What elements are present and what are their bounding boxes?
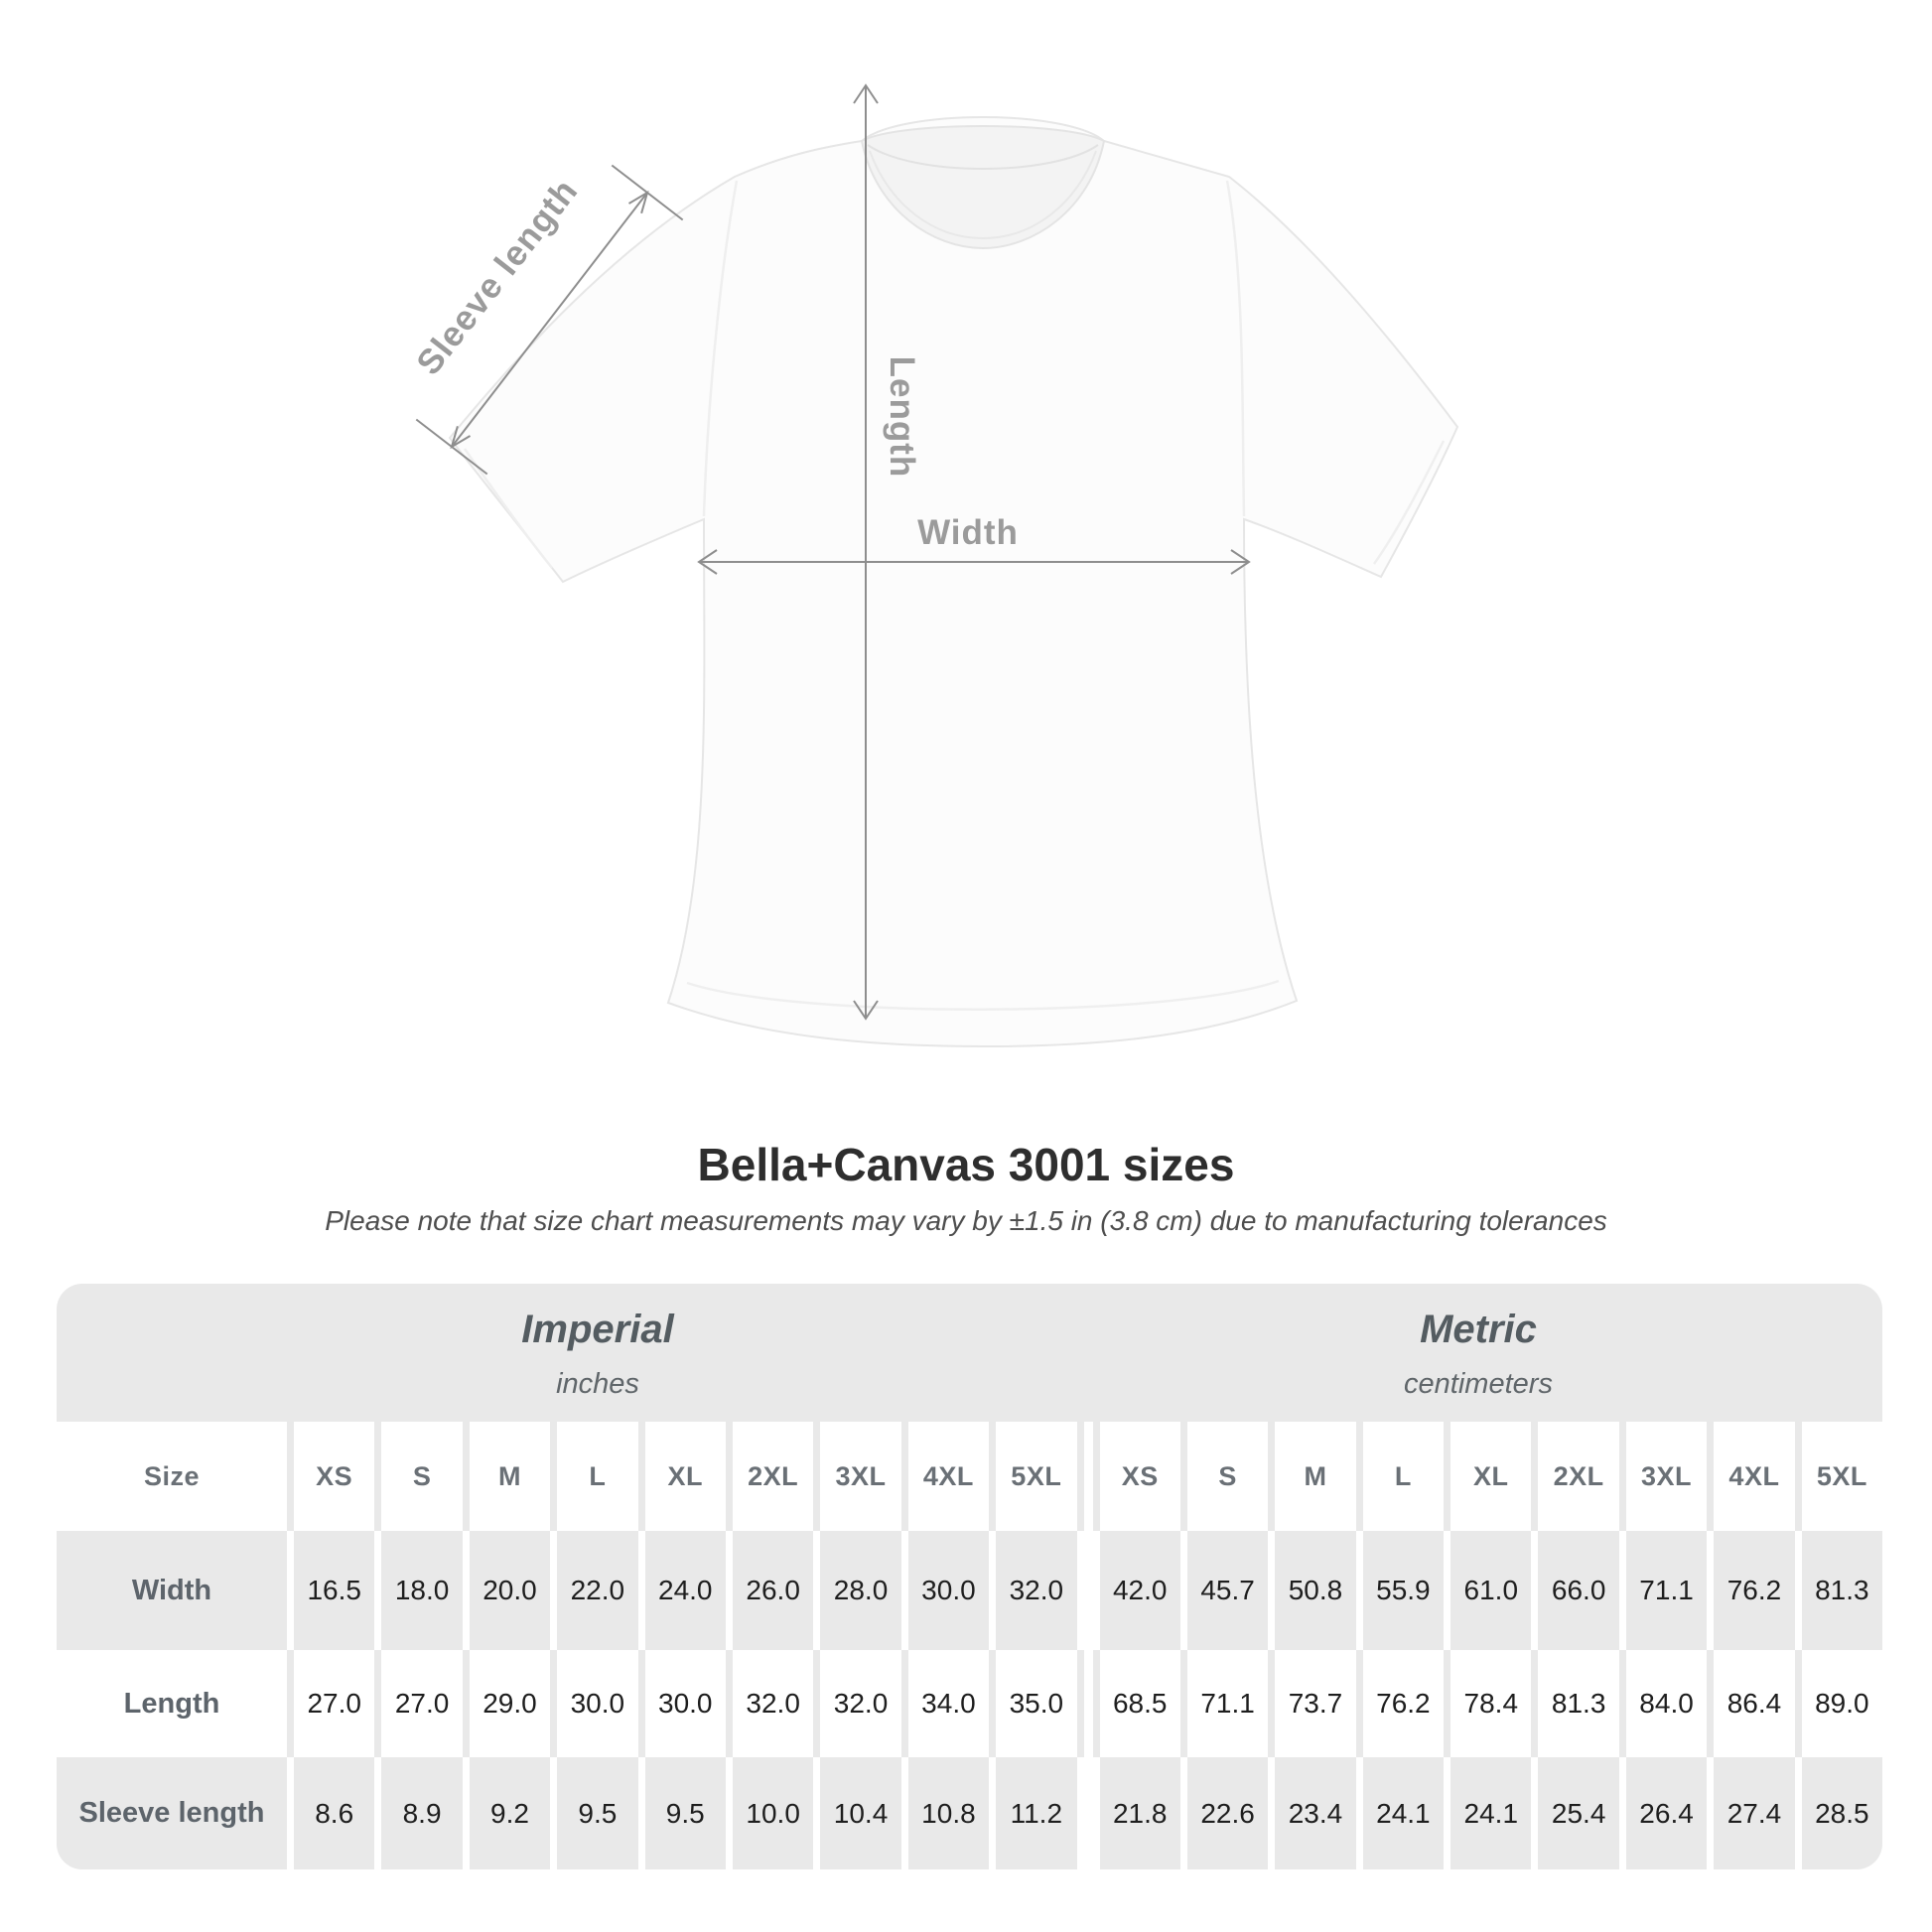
imperial-group — [521, 1284, 673, 1401]
width-imperial-l: 22.0 — [557, 1531, 637, 1650]
row-label-sleeve-length: Sleeve length — [57, 1757, 287, 1869]
table-row-width — [57, 1531, 1882, 1650]
sleeve-imperial-m: 9.2 — [470, 1757, 550, 1869]
width-metric-xs: 42.0 — [1100, 1531, 1180, 1650]
group-divider — [1084, 1531, 1093, 1650]
size-header-metric-4xl: 4XL — [1714, 1422, 1794, 1531]
sleeve-imperial-3xl: 10.4 — [820, 1757, 900, 1869]
length-label: Length — [883, 355, 921, 479]
width-metric-l: 55.9 — [1363, 1531, 1444, 1650]
tshirt-graphic — [450, 117, 1457, 1046]
sleeve-metric-s: 22.6 — [1187, 1757, 1268, 1869]
length-metric-l: 76.2 — [1363, 1650, 1444, 1757]
size-header-imperial-4xl: 4XL — [908, 1422, 989, 1531]
tshirt-silhouette — [450, 117, 1457, 1046]
row-label-length: Length — [57, 1650, 287, 1757]
sleeve-metric-l: 24.1 — [1363, 1757, 1444, 1869]
width-imperial-4xl: 30.0 — [908, 1531, 989, 1650]
size-header-imperial-l: L — [557, 1422, 637, 1531]
length-imperial-3xl: 32.0 — [820, 1650, 900, 1757]
length-imperial-2xl: 32.0 — [733, 1650, 813, 1757]
length-metric-2xl: 81.3 — [1538, 1650, 1618, 1757]
sleeve-imperial-4xl: 10.8 — [908, 1757, 989, 1869]
width-imperial-5xl: 32.0 — [996, 1531, 1076, 1650]
length-metric-4xl: 86.4 — [1714, 1650, 1794, 1757]
sleeve-metric-4xl: 27.4 — [1714, 1757, 1794, 1869]
size-header-metric-l: L — [1363, 1422, 1444, 1531]
sleeve-imperial-xl: 9.5 — [645, 1757, 726, 1869]
size-header-metric-3xl: 3XL — [1626, 1422, 1707, 1531]
size-header-imperial-2xl: 2XL — [733, 1422, 813, 1531]
width-metric-m: 50.8 — [1275, 1531, 1355, 1650]
size-header-metric-5xl: 5XL — [1802, 1422, 1882, 1531]
length-metric-s: 71.1 — [1187, 1650, 1268, 1757]
group-divider — [1084, 1650, 1093, 1757]
sleeve-imperial-2xl: 10.0 — [733, 1757, 813, 1869]
size-header-imperial-3xl: 3XL — [820, 1422, 900, 1531]
sleeve-imperial-5xl: 11.2 — [996, 1757, 1076, 1869]
size-header-metric-xl: XL — [1450, 1422, 1531, 1531]
width-label: Width — [917, 513, 1019, 552]
width-metric-5xl: 81.3 — [1802, 1531, 1882, 1650]
length-imperial-4xl: 34.0 — [908, 1650, 989, 1757]
width-imperial-2xl: 26.0 — [733, 1531, 813, 1650]
size-header-imperial-5xl: 5XL — [996, 1422, 1076, 1531]
size-header-imperial-xl: XL — [645, 1422, 726, 1531]
length-metric-m: 73.7 — [1275, 1650, 1355, 1757]
width-imperial-m: 20.0 — [470, 1531, 550, 1650]
width-metric-4xl: 76.2 — [1714, 1531, 1794, 1650]
width-imperial-xs: 16.5 — [294, 1531, 374, 1650]
sleeve-metric-2xl: 25.4 — [1538, 1757, 1618, 1869]
sleeve-metric-3xl: 26.4 — [1626, 1757, 1707, 1869]
length-imperial-m: 29.0 — [470, 1650, 550, 1757]
size-header-imperial-xs: XS — [294, 1422, 374, 1531]
length-metric-xs: 68.5 — [1100, 1650, 1180, 1757]
group-divider — [1084, 1757, 1093, 1869]
metric-group — [1404, 1284, 1553, 1401]
unit-group-header — [57, 1284, 1882, 1422]
metric-group-name: Metric — [1420, 1308, 1537, 1351]
tolerance-note: Please note that size chart measurements may vary by ±1.5 in (3.8 cm) due to manufacturing tolerances — [325, 1205, 1607, 1236]
size-header-imperial-s: S — [381, 1422, 462, 1531]
size-header-metric-2xl: 2XL — [1538, 1422, 1618, 1531]
sleeve-imperial-s: 8.9 — [381, 1757, 462, 1869]
size-header-metric-m: M — [1275, 1422, 1355, 1531]
length-imperial-l: 30.0 — [557, 1650, 637, 1757]
width-imperial-s: 18.0 — [381, 1531, 462, 1650]
width-imperial-3xl: 28.0 — [820, 1531, 900, 1650]
length-metric-xl: 78.4 — [1450, 1650, 1531, 1757]
sleeve-length-label: Sleeve length — [409, 171, 586, 382]
length-imperial-xs: 27.0 — [294, 1650, 374, 1757]
width-metric-s: 45.7 — [1187, 1531, 1268, 1650]
metric-group-unit: centimeters — [1404, 1368, 1553, 1400]
length-imperial-s: 27.0 — [381, 1650, 462, 1757]
length-metric-5xl: 89.0 — [1802, 1650, 1882, 1757]
sleeve-metric-5xl: 28.5 — [1802, 1757, 1882, 1869]
size-header-imperial-m: M — [470, 1422, 550, 1531]
sleeve-metric-m: 23.4 — [1275, 1757, 1355, 1869]
imperial-group-name: Imperial — [521, 1308, 674, 1351]
row-label-width: Width — [57, 1531, 287, 1650]
width-metric-2xl: 66.0 — [1538, 1531, 1618, 1650]
size-header-metric-s: S — [1187, 1422, 1268, 1531]
sleeve-metric-xs: 21.8 — [1100, 1757, 1180, 1869]
group-divider — [1084, 1422, 1093, 1531]
table-row-sleeve-length — [57, 1757, 1882, 1869]
sleeve-metric-xl: 24.1 — [1450, 1757, 1531, 1869]
size-header-metric-xs: XS — [1100, 1422, 1180, 1531]
width-imperial-xl: 24.0 — [645, 1531, 726, 1650]
table-row-sizes — [57, 1422, 1882, 1531]
length-imperial-xl: 30.0 — [645, 1650, 726, 1757]
length-metric-3xl: 84.0 — [1626, 1650, 1707, 1757]
width-metric-3xl: 71.1 — [1626, 1531, 1707, 1650]
imperial-group-unit: inches — [556, 1368, 639, 1400]
sleeve-imperial-xs: 8.6 — [294, 1757, 374, 1869]
size-table — [57, 1284, 1882, 1869]
sleeve-imperial-l: 9.5 — [557, 1757, 637, 1869]
width-metric-xl: 61.0 — [1450, 1531, 1531, 1650]
length-imperial-5xl: 35.0 — [996, 1650, 1076, 1757]
size-column-header: Size — [57, 1422, 287, 1531]
page-title: Bella+Canvas 3001 sizes — [697, 1139, 1235, 1190]
table-row-length — [57, 1650, 1882, 1757]
